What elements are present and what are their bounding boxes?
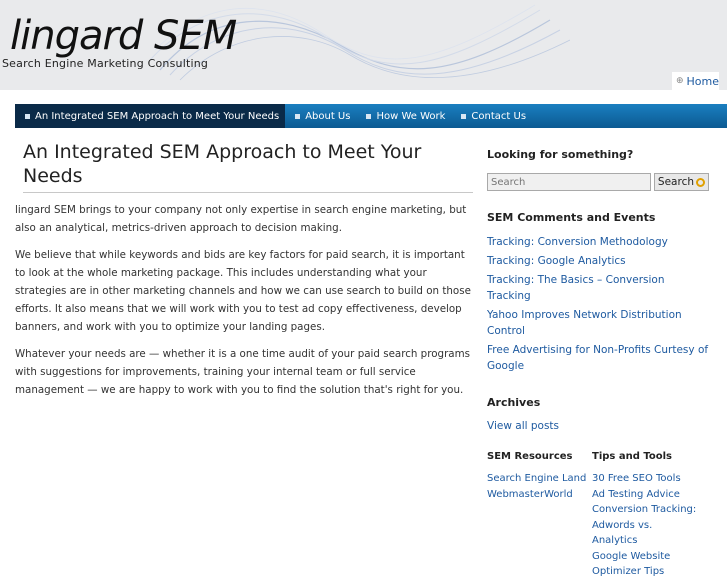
site-tagline: Search Engine Marketing Consulting — [2, 57, 209, 70]
nav-item-about-us[interactable] — [285, 104, 356, 128]
tips-link[interactable]: Google Website Optimizer Tips — [592, 550, 671, 577]
view-all-posts-link[interactable]: View all posts — [487, 420, 560, 432]
search-button-label: Search — [657, 176, 694, 188]
sem-resources-widget — [487, 451, 592, 580]
sem-post-link[interactable]: Tracking: The Basics – Conversion Tracking — [487, 274, 665, 302]
nav-item-label: An Integrated SEM Approach to Meet Your Needs — [35, 110, 280, 122]
archives-widget-title: Archives — [487, 396, 541, 409]
body-paragraph: lingard SEM brings to your company not only expertise in search engine marketing, but also an analytical, metrics-driven approach to decision making. — [15, 204, 467, 234]
tips-link[interactable]: Conversion Tracking: Adwords vs. Analytics — [592, 504, 697, 546]
archives-widget — [487, 396, 709, 432]
search-button[interactable] — [654, 173, 709, 191]
home-link[interactable] — [672, 72, 719, 90]
sidebar — [487, 140, 709, 580]
tips-tools-title: Tips and Tools — [592, 451, 672, 462]
sem-post-link[interactable]: Free Advertising for Non-Profits Curtesy of Google — [487, 344, 709, 372]
sem-post-link[interactable]: Tracking: Google Analytics — [487, 255, 626, 267]
nav-bullet-icon — [295, 114, 300, 119]
search-widget — [487, 148, 709, 191]
resource-link[interactable]: WebmasterWorld — [487, 488, 573, 500]
sem-post-link[interactable]: Yahoo Improves Network Distribution Control — [487, 309, 682, 337]
tips-tools-widget — [592, 451, 697, 580]
body-paragraph: Whatever your needs are — whether it is a one time audit of your paid search programs with suggestions for improvements, training your internal team or full service management — we are happy to work with you to find the solution that's right for you. — [15, 348, 471, 396]
nav-item-how-we-work[interactable] — [356, 104, 451, 128]
sem-widget-title: SEM Comments and Events — [487, 211, 656, 224]
body-paragraph: We believe that while keywords and bids are key factors for paid search, it is important to look at the whole marketing package. This includes understanding what your strategies are in other marketing channels and how we can use search to build on those efforts. It also means that we will work with you to test ad copy effectiveness, develop banners, and work with you to optimize your landing pages. — [15, 249, 471, 333]
search-form — [487, 173, 709, 191]
resources-tools-row — [487, 451, 709, 580]
nav-item-label: How We Work — [376, 110, 446, 122]
nav-item-integrated-sem[interactable] — [15, 104, 285, 128]
site-title[interactable]: lingard SEM — [10, 13, 237, 59]
page-title: An Integrated SEM Approach to Meet Your Needs — [23, 140, 473, 193]
home-bullet-icon: ⊕ — [675, 76, 684, 86]
nav-item-label: Contact Us — [471, 110, 527, 122]
search-input[interactable] — [487, 173, 651, 191]
search-widget-title: Looking for something? — [487, 148, 634, 161]
main-nav — [15, 104, 727, 128]
sem-post-link[interactable]: Tracking: Conversion Methodology — [487, 236, 668, 248]
nav-bullet-icon — [366, 114, 371, 119]
home-label: Home — [686, 74, 719, 88]
sem-resources-title: SEM Resources — [487, 451, 573, 462]
nav-bullet-icon — [461, 114, 466, 119]
tips-link[interactable]: Ad Testing Advice — [592, 488, 680, 500]
nav-item-label: About Us — [305, 110, 351, 122]
resource-link[interactable]: Search Engine Land — [487, 473, 587, 484]
search-icon — [696, 178, 705, 187]
nav-bullet-icon — [25, 114, 30, 119]
tips-link[interactable]: 30 Free SEO Tools — [592, 473, 681, 484]
sem-comments-widget — [487, 211, 709, 374]
nav-item-contact-us[interactable] — [451, 104, 532, 128]
main-content — [15, 140, 472, 399]
site-header — [0, 0, 727, 90]
